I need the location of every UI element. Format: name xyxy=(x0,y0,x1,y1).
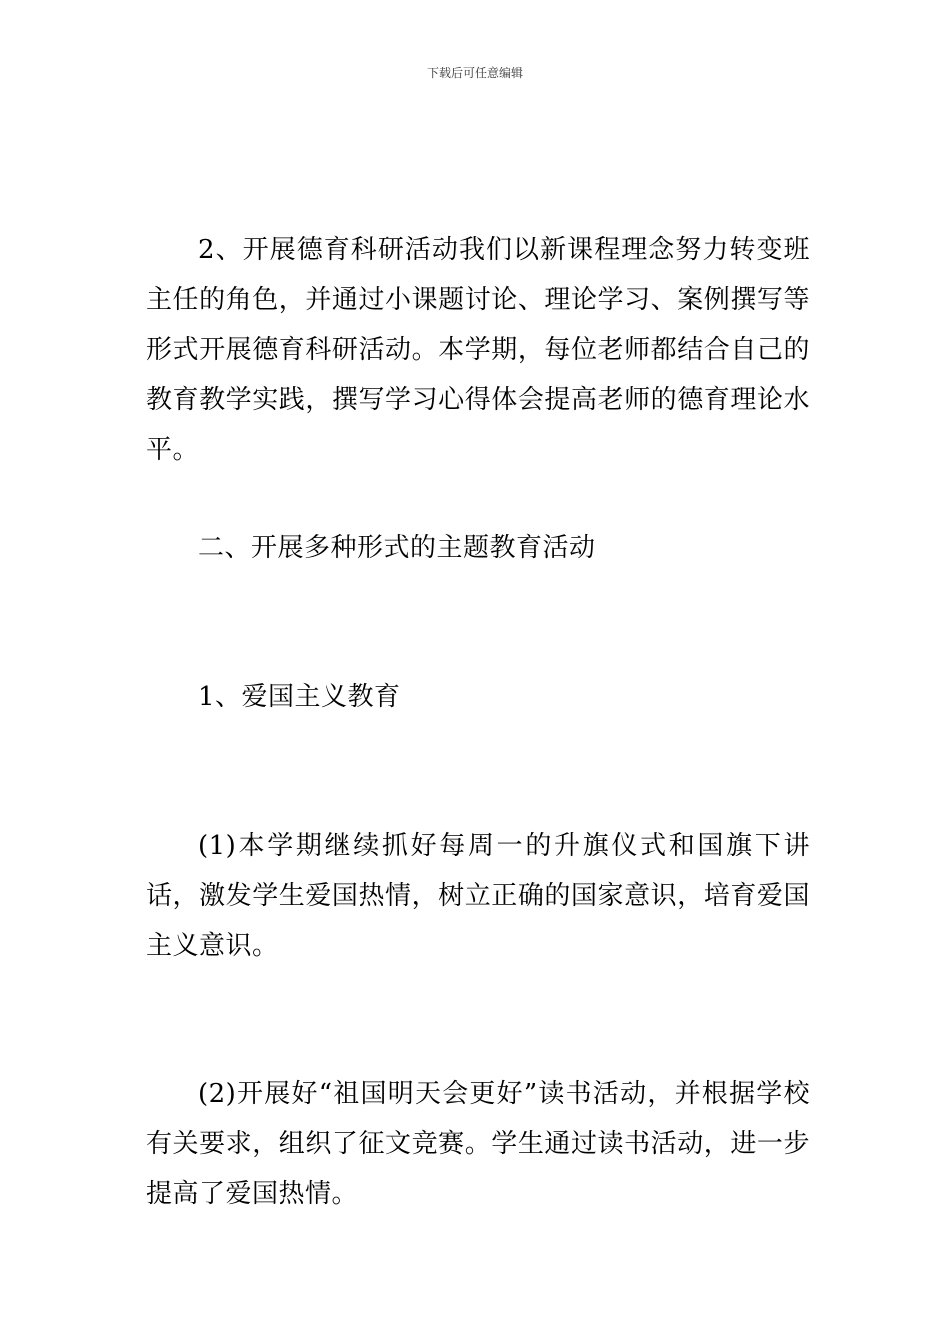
paragraph-moral-research: 2、开展德育科研活动我们以新课程理念努力转变班主任的角色，并通过小课题讨论、理论学习、案例撰写等形式开展德育科研活动。本学期，每位老师都结合自己的教育教学实践，撰写学习心得体会提高老师的德育理论水平。 xyxy=(146,235,810,465)
page-header-note: 下载后可任意编辑 xyxy=(426,66,523,80)
section-heading-theme-education: 二、开展多种形式的主题教育活动 xyxy=(198,533,596,563)
paragraph-flag-ceremony: (1)本学期继续抓好每周一的升旗仪式和国旗下讲话，激发学生爱国热情，树立正确的国家意识，培育爱国主义意识。 xyxy=(146,831,810,961)
subheading-patriotism-education: 1、爱国主义教育 xyxy=(198,682,401,712)
paragraph-reading-activity: (2)开展好“祖国明天会更好”读书活动，并根据学校有关要求，组织了征文竞赛。学生通过读书活动，进一步提高了爱国热情。 xyxy=(146,1079,810,1209)
